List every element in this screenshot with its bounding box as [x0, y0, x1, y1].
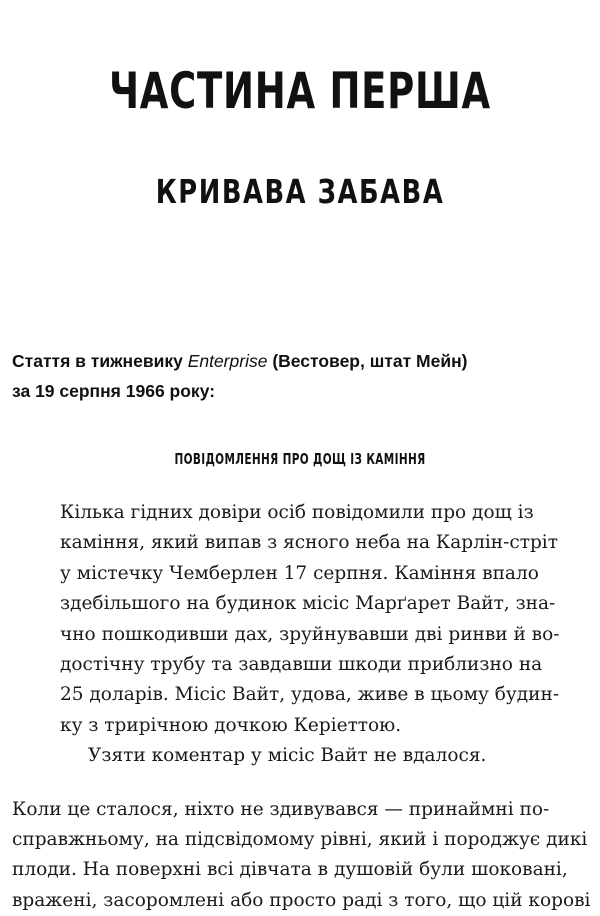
article-line: здебільшого на будинок місіс Марґарет Вайт, зна- — [60, 593, 556, 615]
article-source-intro — [12, 346, 592, 406]
article-body — [60, 498, 592, 772]
article-line: Кілька гідних довіри осіб повідомили про дощ із — [60, 502, 534, 523]
article-line: 25 доларів. Місіс Вайт, удова, живе в цьому будин- — [60, 684, 560, 706]
body-line: плоди. На поверхні всі дівчата в душовій були шоковані, — [12, 859, 568, 881]
article-line: каміння, який випав з ясного неба на Карлін-стріт — [60, 532, 558, 554]
article-line: Узяти коментар у місіс Вайт не вдалося. — [88, 745, 487, 767]
intro-line-1 — [12, 346, 592, 376]
body-line: вражені, засоромлені або просто раді з того, що цій корові — [12, 889, 591, 911]
article-line: достічну трубу та завдавши шкоди приблизно на — [60, 654, 543, 676]
article-headline: ПОВІДОМЛЕННЯ ПРО ДОЩ ІЗ КАМІННЯ — [174, 450, 426, 468]
part-subtitle: КРИВАВА ЗАБАВА — [155, 172, 445, 211]
article-line: ку з трирічною дочкою Керіеттою. — [60, 714, 402, 736]
intro-suffix: (Вестовер, штат Мейн) — [267, 351, 468, 371]
publication-name: Enterprise — [187, 351, 268, 371]
body-line: справжньому, на підсвідомому рівні, який і породжує дикі — [12, 829, 588, 851]
intro-line-2: за 19 серпня 1966 року: — [12, 381, 216, 401]
article-line: у містечку Чемберлен 17 серпня. Каміння впало — [60, 562, 539, 584]
intro-prefix: Стаття в тижневику — [12, 351, 188, 371]
body-line: Коли це сталося, ніхто не здивувався — принаймні по- — [12, 799, 550, 820]
part-title: ЧАСТИНА ПЕРША — [109, 62, 491, 120]
main-text — [12, 795, 594, 916]
article-line: чно пошкодивши дах, зруйнувавши дві ринви й во- — [60, 623, 560, 645]
